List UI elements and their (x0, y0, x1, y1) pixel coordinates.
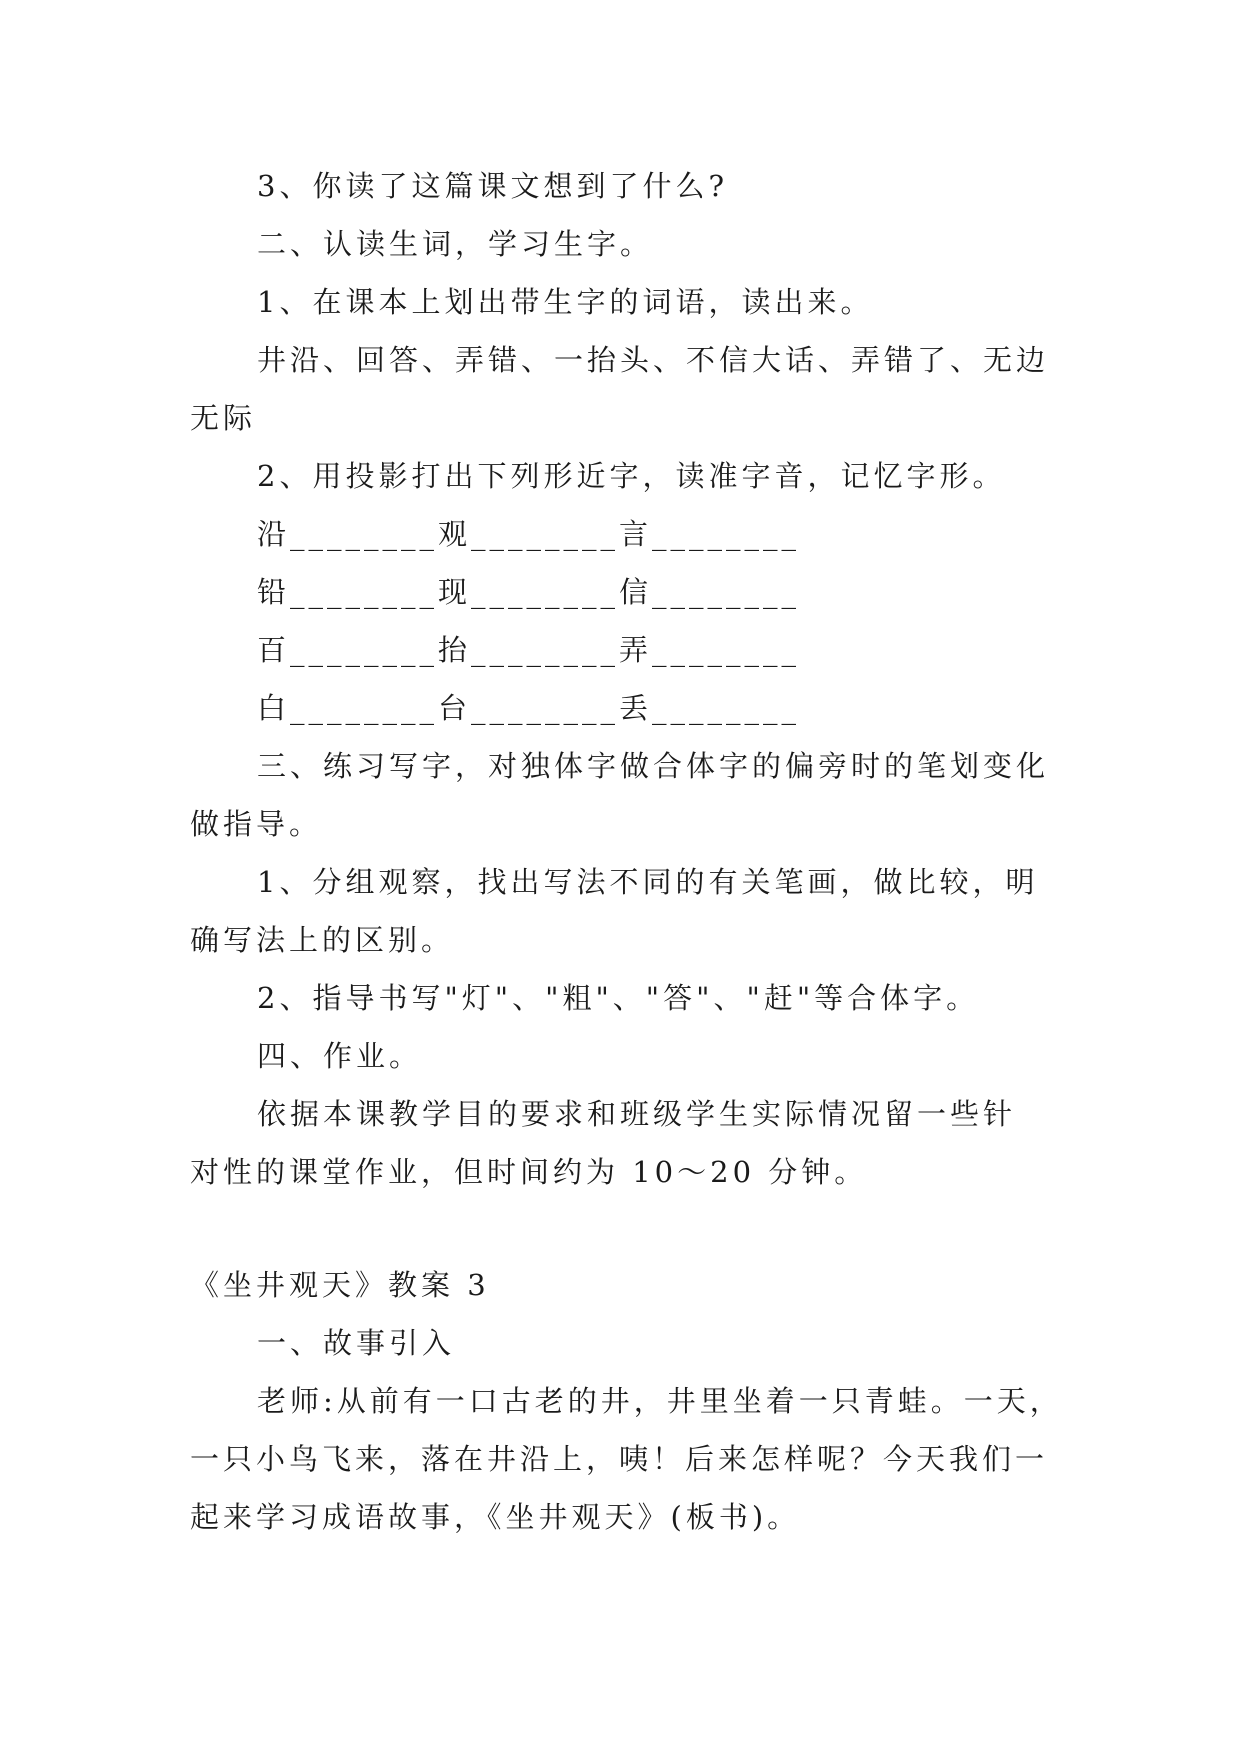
paragraph-line: 2、用投影打出下列形近字，读准字音，记忆字形。 (257, 459, 1006, 493)
paragraph-line: 2、指导书写"灯"、"粗"、"答"、"赶"等合体字。 (257, 981, 980, 1015)
lesson-title: 《坐井观天》教案 3 (190, 1268, 490, 1302)
paragraph-line: 确写法上的区别。 (190, 923, 455, 957)
paragraph-line: 老师:从前有一口古老的井，井里坐着一只青蛙。一天， (257, 1384, 1063, 1418)
paragraph-line: 一只小鸟飞来，落在井沿上，咦！后来怎样呢？今天我们一 (190, 1442, 1049, 1476)
character-exercise-row: 白________台________丢________ (257, 691, 801, 725)
paragraph-line: 做指导。 (190, 807, 323, 841)
character-exercise-row: 沿________观________言________ (257, 517, 801, 551)
paragraph-line: 1、在课本上划出带生字的词语，读出来。 (257, 285, 874, 319)
character-exercise-row: 铅________现________信________ (257, 575, 801, 609)
paragraph-line: 对性的课堂作业，但时间约为 10～20 分钟。 (190, 1155, 868, 1189)
section-heading: 一、故事引入 (257, 1326, 456, 1360)
character-exercise-row: 百________抬________弄________ (257, 633, 801, 667)
section-heading: 三、练习写字，对独体字做合体字的偏旁时的笔划变化 (257, 749, 1050, 783)
section-heading: 二、认读生词，学习生字。 (257, 227, 654, 261)
paragraph-line: 起来学习成语故事，《坐井观天》(板书)。 (190, 1500, 801, 1534)
paragraph-line: 无际 (190, 401, 257, 435)
section-heading: 四、作业。 (257, 1039, 423, 1073)
paragraph-line: 1、分组观察，找出写法不同的有关笔画，做比较，明 (257, 865, 1039, 899)
paragraph-line: 依据本课教学目的要求和班级学生实际情况留一些针 (257, 1097, 1017, 1131)
paragraph-line: 3、你读了这篇课文想到了什么? (257, 169, 728, 203)
paragraph-line: 井沿、回答、弄错、一抬头、不信大话、弄错了、无边 (257, 343, 1050, 377)
